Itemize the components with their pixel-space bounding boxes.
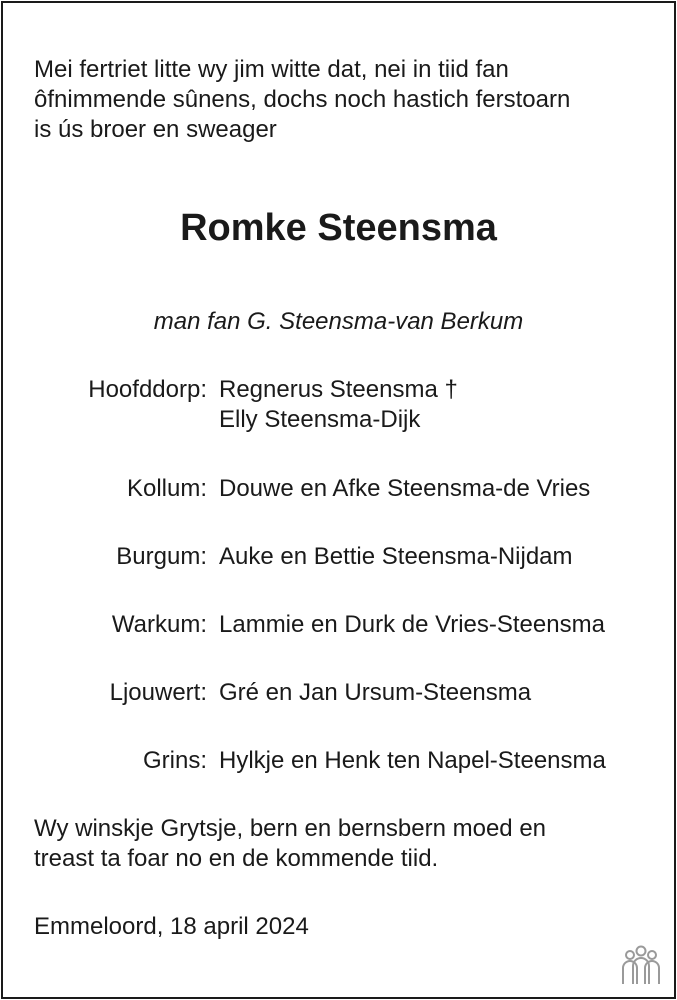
spouse-line: man fan G. Steensma-van Berkum [153,308,524,335]
closing-text [34,814,654,874]
relative-name: Hylkje en Henk ten Napel-Steensma [219,747,606,774]
relative-place: Hoofddorp: [88,376,207,403]
intro-line: ôfnimmende sûnens, dochs noch hastich ferstoarn [34,86,571,113]
relative-names [219,542,573,572]
relative-name: Auke en Bettie Steensma-Nijdam [219,543,573,570]
relative-name: Elly Steensma-Dijk [219,406,421,433]
relative-names [219,474,590,504]
relative-place: Grins: [142,747,207,774]
relative-place: Burgum: [116,543,207,570]
people-group-icon [617,944,665,988]
relative-place: Warkum: [111,611,207,638]
relative-name: Lammie en Durk de Vries-Steensma [219,611,605,638]
relative-place: Ljouwert: [109,679,207,706]
relative-names [219,610,605,640]
intro-line: is ús broer en sweager [34,116,277,143]
relative-name: Douwe en Afke Steensma-de Vries [219,475,591,502]
relative-names [219,375,458,435]
closing-line: Wy winskje Grytsje, bern en bernsbern moed en [34,815,547,842]
intro-line: Mei fertriet litte wy jim witte dat, nei in tiid fan [34,56,509,83]
closing-line: treast ta foar no en de kommende tiid. [34,845,439,872]
intro-text [34,55,644,145]
relative-name: Gré en Jan Ursum-Steensma [219,679,532,706]
deceased-name: Romke Steensma [180,207,497,249]
place-date: Emmeloord, 18 april 2024 [34,913,309,940]
relative-names [219,678,531,708]
relative-place: Kollum: [126,475,207,502]
relative-name: Regnerus Steensma † [219,376,458,403]
relative-names [219,746,606,776]
